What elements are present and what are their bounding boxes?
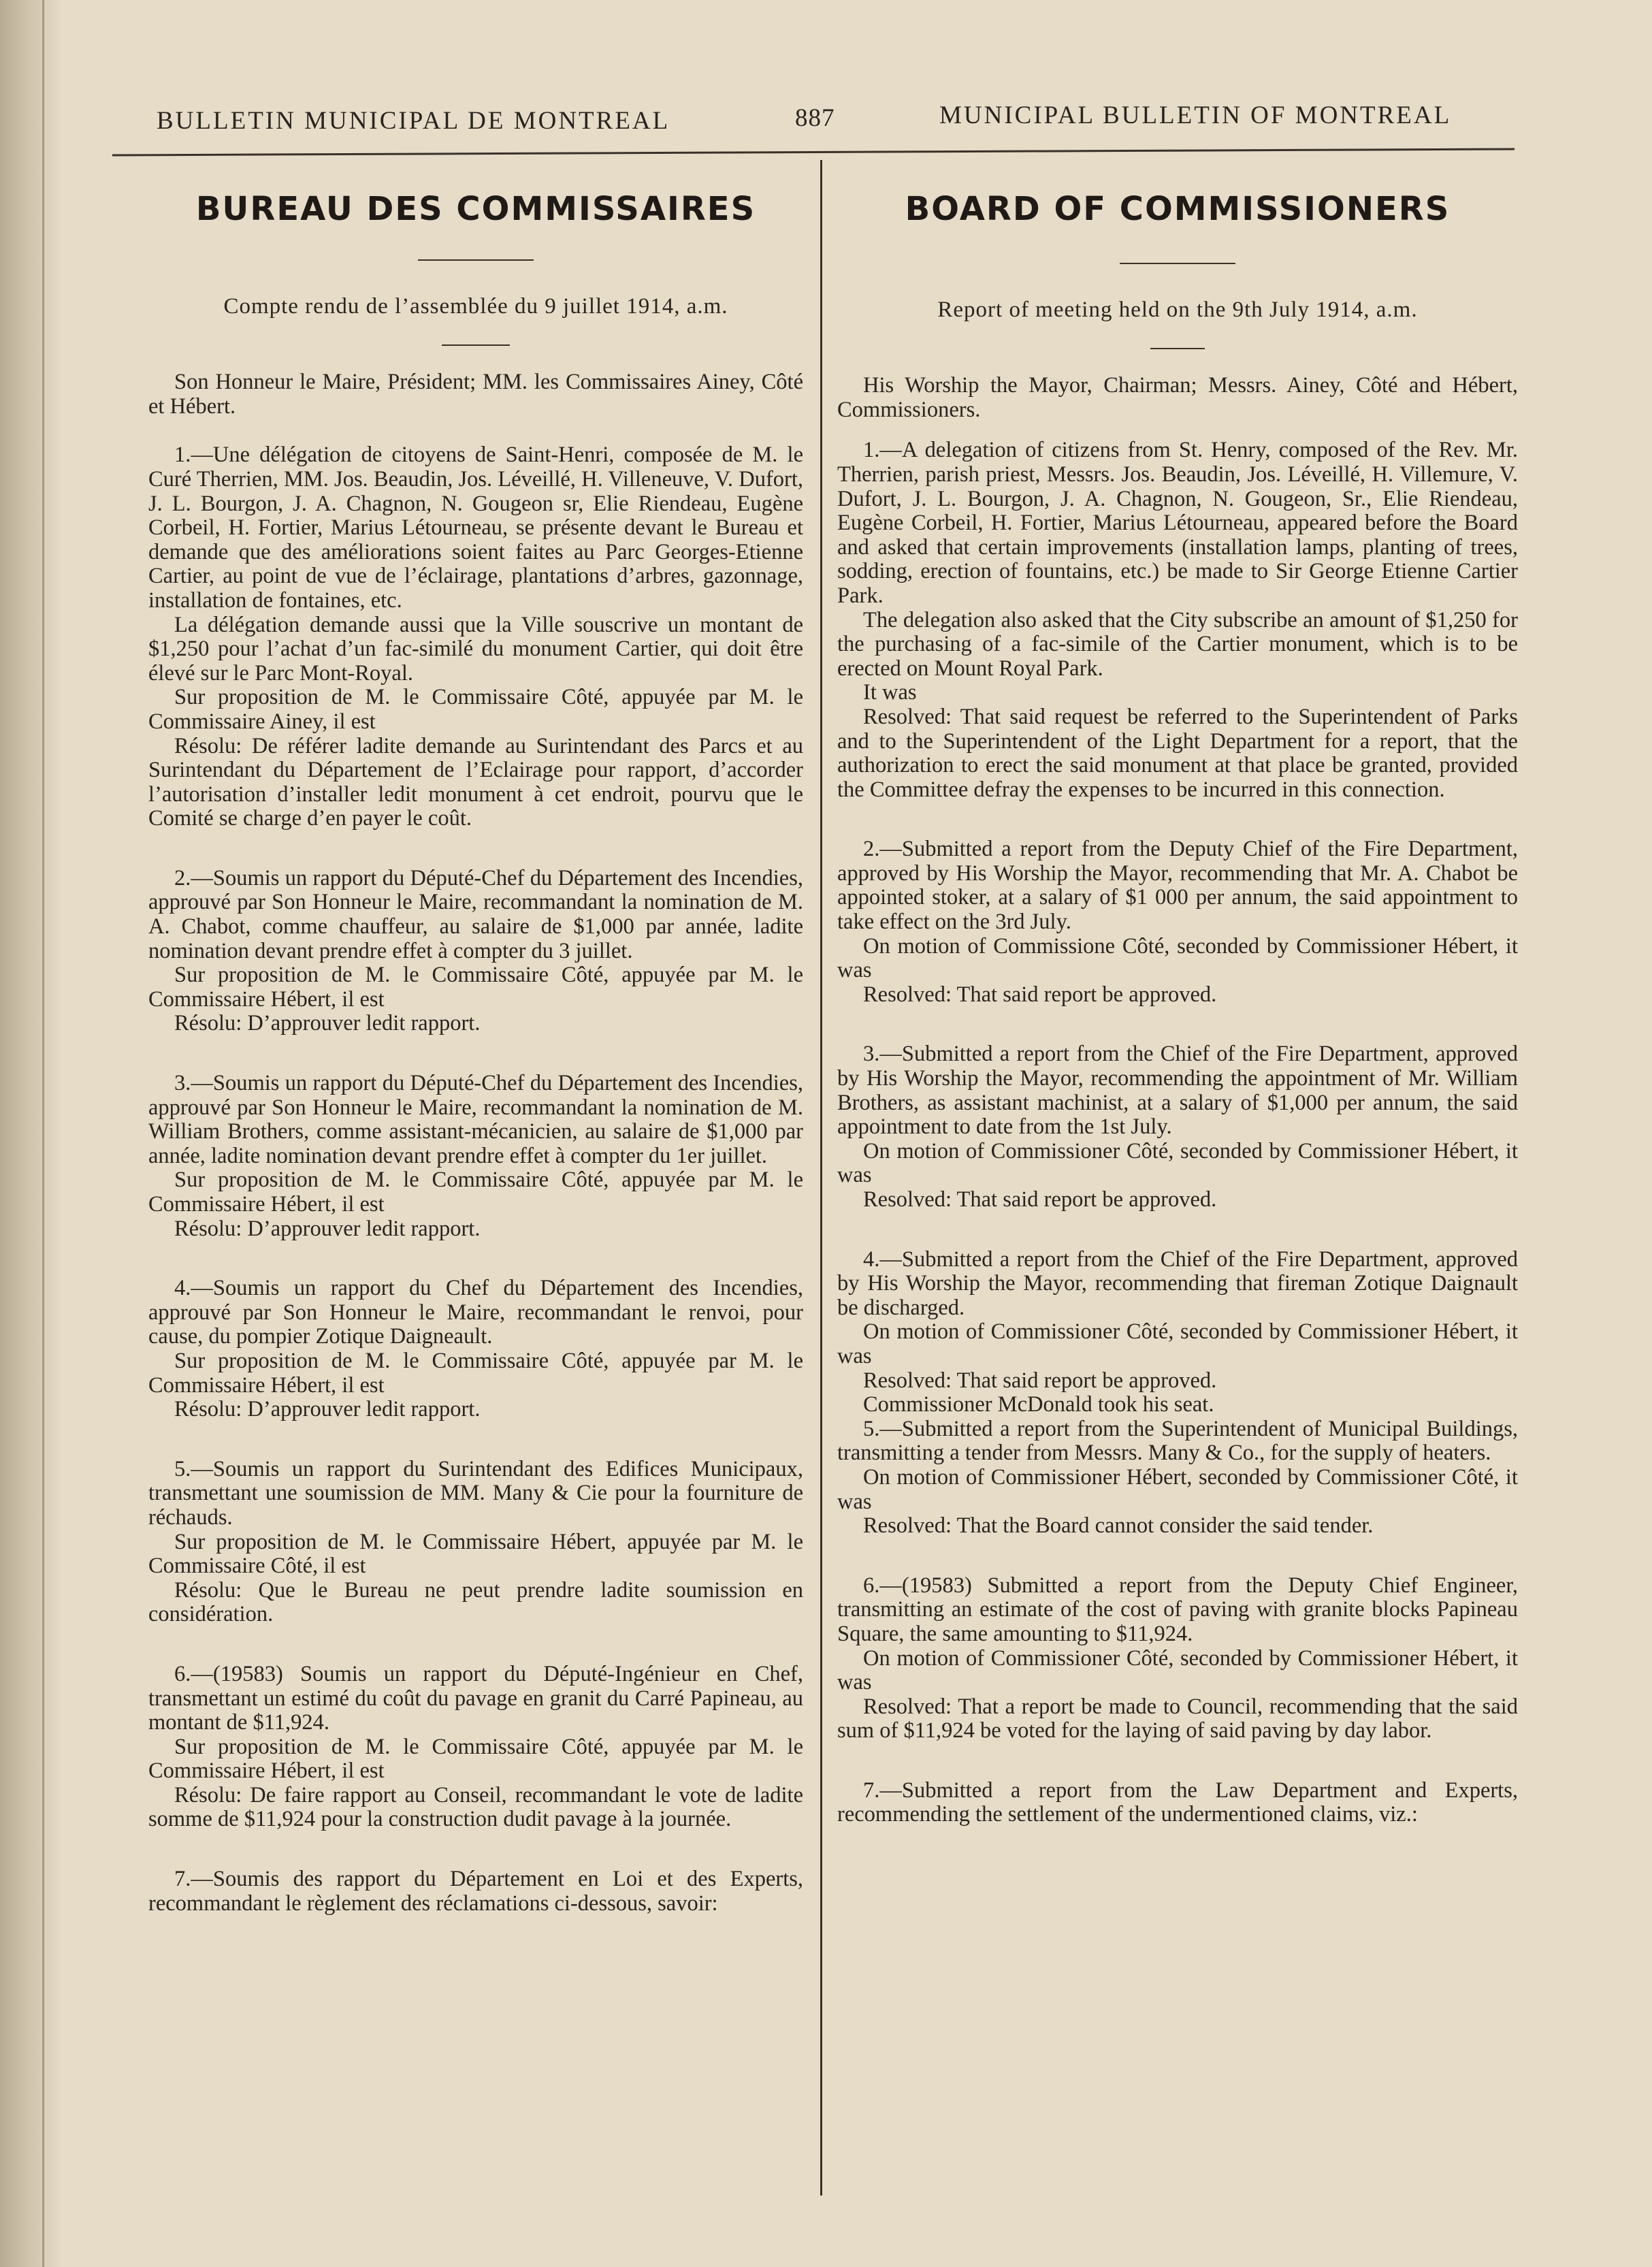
en-item-1-p2: The delegation also asked that the City subscribe an amount of $1,250 for the purchasing of a fac-simile of the Cartier monument, which is to be erected on Mount Royal Park.	[837, 607, 1518, 681]
en-item-1-p1: 1.—A delegation of citizens from St. Henry, composed of the Rev. Mr. Therrien, parish priest, Messrs. Jos. Beaudin, Jos. Léveillé, H. Villemure, V. Dufort, J. L. Bourgon, J. A. Chagnon, N. Gougeon, Sr., Elie Riendeau, Eugène Corbeil, H. Fortier, Marius Létourneau, appeared before the Board and asked that certain improvements (installation lamps, planting of trees, sodding, erection of fountains, etc.) be made to Sir George Etienne Cartier Park.	[837, 438, 1518, 608]
en-item-3-p1: 3.—Submitted a report from the Chief of the Fire Department, approved by His Worship the Mayor, recommending the appointment of Mr. William Brothers, as assistant machinist, at a salary of $1,000 per annum, the said appointment to date from the 1st July.	[837, 1042, 1518, 1140]
en-item-4-p1: 4.—Submitted a report from the Chief of the Fire Department, approved by His Worship the Mayor, recommending that fireman Zotique Daignault be discharged.	[837, 1247, 1518, 1320]
en-item-6-p3: Resolved: That a report be made to Council, recommending that the said sum of $11,924 be voted for the laying of said paving by day labor.	[837, 1694, 1518, 1743]
english-subtitle: Report of meeting held on the 9th July 1914, a.m.	[937, 297, 1418, 322]
fr-item-6-p3: Résolu: De faire rapport au Conseil, recommandant le vote de ladite somme de $11,924 pour la construction dudit pavage à la journée.	[148, 1782, 803, 1832]
fr-item-6-p1: 6.—(19583) Soumis un rapport du Député-Ingénieur en Chef, transmettant un estimé du coût du pavage en granit du Carré Papineau, au montant de $11,924.	[148, 1661, 803, 1735]
en-item-4-p2: On motion of Commissioner Côté, seconded by Commissioner Hébert, it was	[837, 1319, 1518, 1368]
french-subtitle: Compte rendu de l’assemblée du 9 juillet 1914, a.m.	[223, 293, 728, 319]
en-item-2-p1: 2.—Submitted a report from the Deputy Chief of the Fire Department, approved by His Worship the Mayor, recommending that Mr. A. Chabot be appointed stoker, at a salary of $1 000 per annum, the said appointment to take effect on the 3rd July.	[837, 837, 1518, 935]
french-column	[148, 190, 803, 1916]
en-item-2-p2: On motion of Commissione Côté, seconded by Commissioner Hébert, it was	[837, 933, 1518, 983]
english-column	[837, 190, 1518, 1827]
fr-item-1-p3: Sur proposition de M. le Commissaire Côté, appuyée par M. le Commissaire Ainey, il est	[148, 685, 803, 734]
fr-item-1-p4: Résolu: De référer ladite demande au Surintendant des Parcs et au Surintendant du Département de l’Eclairage pour rapport, d’accorder l’autorisation d’installer ledit monument à cet endroit, pourvu que le Comité se charge d’en payer le coût.	[148, 733, 803, 831]
fr-item-4-p3: Résolu: D’approuver ledit rapport.	[174, 1397, 481, 1422]
en-item-6-p2: On motion of Commissioner Côté, seconded by Commissioner Hébert, it was	[837, 1645, 1518, 1695]
fr-item-2-p1: 2.—Soumis un rapport du Député-Chef du Département des Incendies, approuvé par Son Honneur le Maire, recommandant la nomination de M. A. Chabot, comme chauffeur, au salaire de $1,000 par année, ladite nomination devant prendre effet à compter du 3 juillet.	[148, 865, 803, 963]
header-right: MUNICIPAL BULLETIN OF MONTREAL	[939, 101, 1452, 129]
fr-item-4-p2: Sur proposition de M. le Commissaire Côté, appuyée par M. le Commissaire Hébert, il est	[148, 1348, 803, 1398]
french-attendance: Son Honneur le Maire, Président; MM. les Commissaires Ainey, Côté et Hébert.	[148, 370, 803, 419]
en-item-4-p4: Commissioner McDonald took his seat.	[863, 1392, 1214, 1417]
header-rule	[112, 148, 1515, 157]
fr-item-4-p1: 4.—Soumis un rapport du Chef du Département des Incendies, approuvé par Son Honneur le Maire, recommandant le renvoi, pour cause, du pompier Zotique Daigneault.	[148, 1276, 803, 1349]
en-item-1-p3: It was	[863, 680, 917, 705]
fr-item-3-p2: Sur proposition de M. le Commissaire Côté, appuyée par M. le Commissaire Hébert, il est	[148, 1168, 803, 1217]
en-item-5-p1: 5.—Submitted a report from the Superintendent of Municipal Buildings, transmitting a tender from Messrs. Many & Co., for the supply of heaters.	[837, 1416, 1518, 1466]
fr-item-1-p2: La délégation demande aussi que la Ville souscrive un montant de $1,250 pour l’achat d’un fac-similé du monument Cartier, qui doit être élevé sur le Parc Mont-Royal.	[148, 612, 803, 686]
en-item-6-p1: 6.—(19583) Submitted a report from the Deputy Chief Engineer, transmitting an estimate of the cost of paving with granite blocks Papineau Square, the same amounting to $11,924.	[837, 1573, 1518, 1646]
en-item-2-p3: Resolved: That said report be approved.	[863, 982, 1217, 1007]
fr-item-6-p2: Sur proposition de M. le Commissaire Côté, appuyée par M. le Commissaire Hébert, il est	[148, 1734, 803, 1784]
en-item-4-p3: Resolved: That said report be approved.	[863, 1368, 1217, 1393]
en-item-5-p3: Resolved: That the Board cannot consider the said tender.	[863, 1513, 1374, 1539]
page-binding-shadow	[0, 0, 63, 2267]
fr-item-5-p1: 5.—Soumis un rapport du Surintendant des Edifices Municipaux, transmettant une soumission de MM. Many & Cie pour la fourniture de réchauds.	[148, 1456, 803, 1530]
english-attendance: His Worship the Mayor, Chairman; Messrs. Ainey, Côté and Hébert, Commissioners.	[837, 373, 1518, 422]
en-item-1-p4: Resolved: That said request be referred to the Superintendent of Parks and to the Superintendent of the Light Department for a report, that the authorization to erect the said monument at that place be granted, provided the Committee defray the expenses to be incurred in this connection.	[837, 704, 1518, 802]
fr-item-3-p3: Résolu: D’approuver ledit rapport.	[174, 1216, 481, 1241]
en-item-3-p2: On motion of Commissioner Côté, seconded by Commissioner Hébert, it was	[837, 1138, 1518, 1188]
english-title: BOARD OF COMMISSIONERS	[905, 190, 1451, 228]
en-item-7-p1: 7.—Submitted a report from the Law Department and Experts, recommending the settlement of the undermentioned claims, viz.:	[837, 1778, 1518, 1827]
en-item-3-p3: Resolved: That said report be approved.	[863, 1187, 1217, 1212]
fr-item-2-p3: Résolu: D’approuver ledit rapport.	[174, 1011, 481, 1036]
fr-item-5-p3: Résolu: Que le Bureau ne peut prendre ladite soumission en considération.	[148, 1577, 803, 1627]
header-left: BULLETIN MUNICIPAL DE MONTREAL	[157, 107, 670, 135]
fr-item-5-p2: Sur proposition de M. le Commissaire Hébert, appuyée par M. le Commissaire Côté, il est	[148, 1529, 803, 1579]
fr-item-1-p1: 1.—Une délégation de citoyens de Saint-Henri, composée de M. le Curé Therrien, MM. Jos. Beaudin, Jos. Léveillé, H. Villeneuve, V. Dufort, J. L. Bourgon, J. A. Chagnon, N. Gougeon sr, Elie Riendeau, Eugène Corbeil, H. Fortier, Marius Létourneau, se présente devant le Bureau et demande que des améliorations soient faites au Parc Georges-Etienne Cartier, au point de vue de l’éclairage, plantations d’arbres, gazonnage, installation de fontaines, etc.	[148, 443, 803, 613]
binding-edge-line	[42, 0, 44, 2267]
running-header	[109, 95, 1525, 136]
en-item-5-p2: On motion of Commissioner Hébert, seconded by Commissioner Côté, it was	[837, 1464, 1518, 1514]
french-title: BUREAU DES COMMISSAIRES	[195, 190, 756, 228]
fr-item-3-p1: 3.—Soumis un rapport du Député-Chef du Département des Incendies, approuvé par Son Honneur le Maire, recommandant la nomination de M. William Brothers, comme assistant-mécanicien, au salaire de $1,000 par année, ladite nomination devant prendre effet à compter du 1er juillet.	[148, 1071, 803, 1168]
fr-item-7-p1: 7.—Soumis des rapport du Département en Loi et des Experts, recommandant le règlement des réclamations ci-dessous, savoir:	[148, 1867, 803, 1916]
page-number: 887	[795, 104, 835, 132]
column-divider	[820, 160, 822, 2196]
fr-item-2-p2: Sur proposition de M. le Commissaire Côté, appuyée par M. le Commissaire Hébert, il est	[148, 963, 803, 1012]
